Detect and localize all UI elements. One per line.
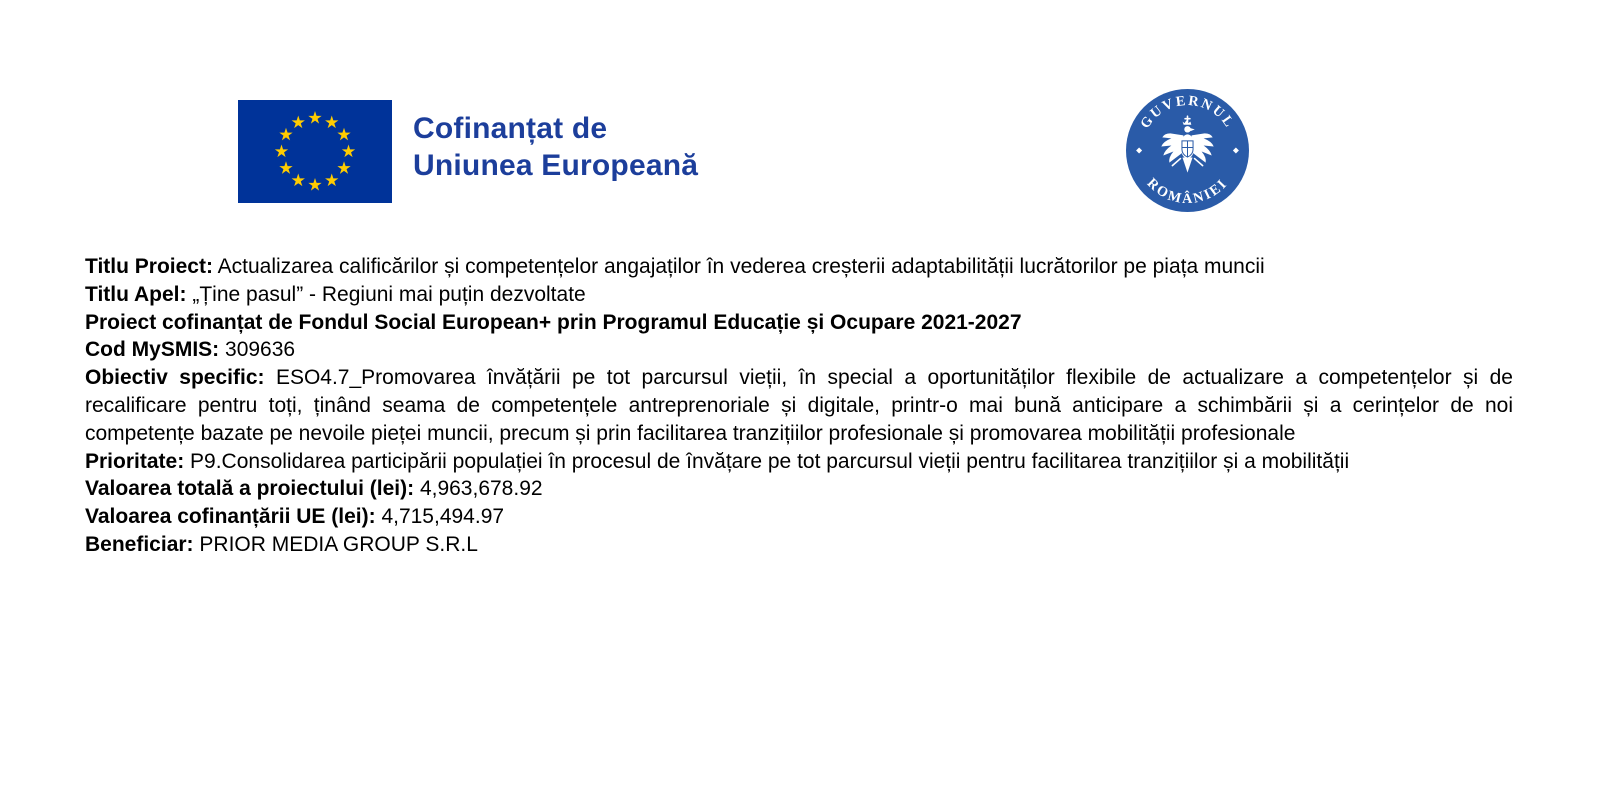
eu-cofunded-logo <box>238 100 698 203</box>
romanian-government-logo <box>1126 89 1249 212</box>
eu-logo-caption <box>413 110 698 184</box>
field-label: Prioritate: <box>85 449 185 473</box>
gov-logo-top-text: GUVERNUL <box>1137 92 1238 132</box>
project-field <box>85 503 1513 531</box>
project-details <box>85 253 1513 559</box>
field-label: Valoarea cofinanțării UE (lei): <box>85 505 376 529</box>
field-value: Actualizarea calificărilor și competențelor angajaților în vederea creșterii adaptabilității lucrătorilor pe piața muncii <box>217 255 1265 278</box>
eu-logo-caption-line2: Uniunea Europeană <box>413 149 699 182</box>
field-value: 309636 <box>225 338 296 362</box>
field-value: P9.Consolidarea participării populației în procesul de învățare pe tot parcursul vieții pentru facilitarea tranzițiilor și a mobilității <box>190 449 1350 473</box>
project-field <box>85 336 1513 364</box>
field-label: Obiectiv specific: <box>85 366 265 390</box>
government-seal-icon <box>1126 89 1249 212</box>
project-field <box>85 281 1513 309</box>
field-label: Titlu Proiect: <box>85 255 213 278</box>
field-value: „Ține pasul” - Regiuni mai puțin dezvoltate <box>192 282 586 306</box>
field-value: PRIOR MEDIA GROUP S.R.L <box>199 532 478 556</box>
field-label: Beneficiar: <box>85 532 194 556</box>
eu-logo-caption-line1: Cofinanțat de <box>413 112 608 145</box>
eu-flag-icon <box>238 100 392 203</box>
field-label: Proiect cofinanțat de Fondul Social European+ prin Programul Educație și Ocupare 2021-2027 <box>85 310 1022 334</box>
gov-logo-bottom-text: ROMÂNIEI <box>1143 175 1232 208</box>
field-value: 4,963,678.92 <box>419 477 543 501</box>
field-value: 4,715,494.97 <box>381 505 505 529</box>
project-field <box>85 448 1513 476</box>
project-field <box>85 364 1513 447</box>
field-label: Titlu Apel: <box>85 282 187 306</box>
field-label: Cod MySMIS: <box>85 338 220 362</box>
project-field <box>85 309 1513 337</box>
project-field <box>85 531 1513 559</box>
project-field <box>85 253 1513 281</box>
field-value: ESO4.7_Promovarea învățării pe tot parcursul vieții, în special a oportunităților flexibile de actualizare a competențelor și de recalificare pentru toți, ținând seama de competențele antreprenoriale și digitale, printr-o mai bună anticipare a schimbării și a cerințelor de noi competențe bazate pe nevoile pieței muncii, precum și prin facilitarea tranzițiilor profesionale și promovarea mobilității profesionale <box>85 366 1513 445</box>
project-field <box>85 475 1513 503</box>
field-label: Valoarea totală a proiectului (lei): <box>85 477 415 501</box>
